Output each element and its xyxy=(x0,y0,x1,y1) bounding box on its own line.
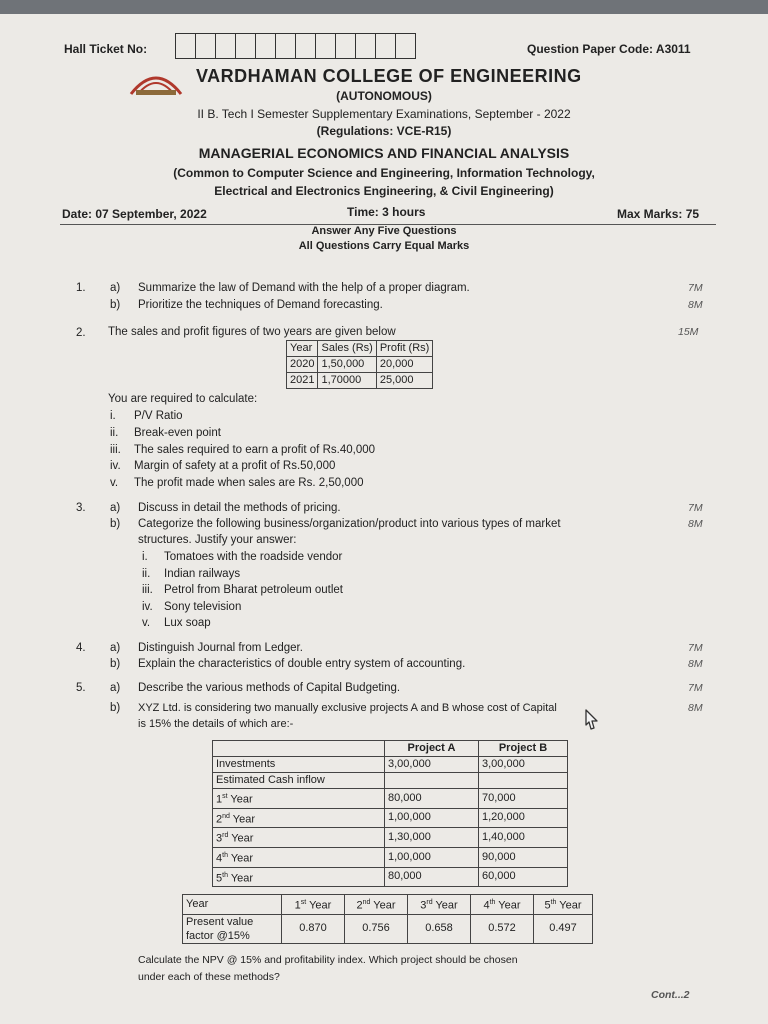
autonomous-label: (AUTONOMOUS) xyxy=(336,89,432,103)
q2-item-num: ii. xyxy=(110,427,119,439)
table-header-cell: Year xyxy=(183,895,282,915)
table-header-cell: 1st Year xyxy=(282,895,345,915)
q4-number: 4. xyxy=(76,642,86,654)
table-cell: 5th Year xyxy=(213,867,385,887)
q3-item-text: Petrol from Bharat petroleum outlet xyxy=(164,584,343,596)
q3-item-num: iv. xyxy=(142,601,153,613)
q3-item-num: ii. xyxy=(142,568,151,580)
instruction-1: Answer Any Five Questions xyxy=(311,225,457,237)
table-cell: 1,40,000 xyxy=(479,828,568,848)
table-cell: 1,50,000 xyxy=(318,357,376,373)
q1b-label: b) xyxy=(110,299,121,311)
common-to-line-2: Electrical and Electronics Engineering, & Civil Engineering) xyxy=(214,184,554,198)
table-cell: Estimated Cash inflow xyxy=(213,773,385,789)
q5b-label: b) xyxy=(110,702,121,714)
q4a-text: Distinguish Journal from Ledger. xyxy=(138,642,303,654)
q1-number: 1. xyxy=(76,282,86,294)
q2-item-num: v. xyxy=(110,477,119,489)
regulations: (Regulations: VCE-R15) xyxy=(316,124,452,138)
q3-item-text: Tomatoes with the roadside vendor xyxy=(164,551,343,563)
table-cell: 1,00,000 xyxy=(385,847,479,867)
table-row xyxy=(213,847,568,867)
q5a-text: Describe the various methods of Capital Budgeting. xyxy=(138,682,401,694)
sales-profit-table xyxy=(286,340,433,389)
table-cell: 80,000 xyxy=(385,867,479,887)
table-row xyxy=(287,373,433,389)
table-cell: 4th Year xyxy=(213,847,385,867)
q3b-text-1: Categorize the following business/organization/product into various types of market xyxy=(138,518,561,530)
table-cell: 2020 xyxy=(287,357,318,373)
table-cell: 25,000 xyxy=(376,373,433,389)
mouse-cursor-icon xyxy=(579,708,605,741)
q5-final-question-2: under each of these methods? xyxy=(138,971,280,983)
table-cell xyxy=(385,773,479,789)
table-cell: 3,00,000 xyxy=(385,757,479,773)
q3a-label: a) xyxy=(110,502,121,514)
table-header-row xyxy=(213,741,568,757)
table-row xyxy=(213,828,568,848)
table-cell: 2021 xyxy=(287,373,318,389)
max-marks: Max Marks: 75 xyxy=(617,207,700,221)
q3-item-text: Lux soap xyxy=(164,617,211,629)
table-row xyxy=(213,757,568,773)
table-header-row xyxy=(287,341,433,357)
table-header-cell: 3rd Year xyxy=(408,895,471,915)
table-cell: 3,00,000 xyxy=(479,757,568,773)
table-cell: 20,000 xyxy=(376,357,433,373)
q3-item-num: v. xyxy=(142,617,151,629)
table-header-cell: Project A xyxy=(385,741,479,757)
q4a-marks: 7M xyxy=(688,642,703,654)
q2-item-num: i. xyxy=(110,410,116,422)
q3-number: 3. xyxy=(76,502,86,514)
table-cell: 1,70000 xyxy=(318,373,376,389)
table-header-row xyxy=(183,895,593,915)
table-cell: Investments xyxy=(213,757,385,773)
q5a-label: a) xyxy=(110,682,121,694)
table-cell xyxy=(213,741,385,757)
subject-title: MANAGERIAL ECONOMICS AND FINANCIAL ANALYSIS xyxy=(198,145,570,161)
q5a-marks: 7M xyxy=(688,682,703,694)
table-row xyxy=(213,808,568,828)
q3-item-num: i. xyxy=(142,551,148,563)
table-header-cell: 2nd Year xyxy=(345,895,408,915)
table-cell: 0.497 xyxy=(534,914,593,943)
table-cell xyxy=(479,773,568,789)
table-row xyxy=(213,789,568,809)
q2-text: The sales and profit figures of two years are given below xyxy=(108,326,396,338)
q3-item-text: Sony television xyxy=(164,601,242,613)
table-cell: 0.658 xyxy=(408,914,471,943)
table-header-cell: 5th Year xyxy=(534,895,593,915)
table-cell: 3rd Year xyxy=(213,828,385,848)
table-header-cell: Project B xyxy=(479,741,568,757)
q4a-label: a) xyxy=(110,642,121,654)
table-cell: 70,000 xyxy=(479,789,568,809)
q5b-text-2: is 15% the details of which are:- xyxy=(138,718,294,730)
q2-item-text: Margin of safety at a profit of Rs.50,000 xyxy=(134,460,336,472)
q4b-marks: 8M xyxy=(688,658,703,670)
q5-final-question-1: Calculate the NPV @ 15% and profitability index. Which project should be chosen xyxy=(138,954,518,966)
q2-item-num: iv. xyxy=(110,460,121,472)
table-cell: 0.756 xyxy=(345,914,408,943)
q4b-text: Explain the characteristics of double entry system of accounting. xyxy=(138,658,466,670)
exam-title: II B. Tech I Semester Supplementary Examinations, September - 2022 xyxy=(197,107,571,121)
q1a-text: Summarize the law of Demand with the help of a proper diagram. xyxy=(138,282,470,294)
hall-ticket-boxes xyxy=(176,33,416,59)
q2-number: 2. xyxy=(76,327,86,339)
q2-item-text: The sales required to earn a profit of Rs.40,000 xyxy=(134,444,376,456)
exam-time: Time: 3 hours xyxy=(347,205,426,219)
q1a-marks: 7M xyxy=(688,282,703,294)
q3b-text-2: structures. Justify your answer: xyxy=(138,534,297,546)
table-cell: 0.572 xyxy=(471,914,534,943)
q4b-label: b) xyxy=(110,658,121,670)
present-value-factor-table xyxy=(182,894,593,944)
q2-marks: 15M xyxy=(678,326,699,338)
college-name: VARDHAMAN COLLEGE OF ENGINEERING xyxy=(196,66,582,86)
q2-item-text: The profit made when sales are Rs. 2,50,000 xyxy=(134,477,364,489)
table-cell: 60,000 xyxy=(479,867,568,887)
table-header-cell: 4th Year xyxy=(471,895,534,915)
table-cell: 80,000 xyxy=(385,789,479,809)
q3-item-num: iii. xyxy=(142,584,153,596)
q1b-text: Prioritize the techniques of Demand forecasting. xyxy=(138,299,383,311)
continued-note: Cont...2 xyxy=(651,989,690,1001)
q2-required: You are required to calculate: xyxy=(108,393,258,405)
q3-item-text: Indian railways xyxy=(164,568,241,580)
table-cell: 1,30,000 xyxy=(385,828,479,848)
q3a-text: Discuss in detail the methods of pricing. xyxy=(138,502,341,514)
common-to-line-1: (Common to Computer Science and Engineering, Information Technology, xyxy=(173,166,595,180)
table-header-cell: Sales (Rs) xyxy=(318,341,376,357)
table-header-cell: Year xyxy=(287,341,318,357)
table-cell: 0.870 xyxy=(282,914,345,943)
table-header-cell: Profit (Rs) xyxy=(376,341,433,357)
q3b-label: b) xyxy=(110,518,121,530)
project-cashflow-table xyxy=(212,740,568,887)
table-row xyxy=(213,867,568,887)
table-row xyxy=(183,914,593,943)
hall-ticket-label: Hall Ticket No: xyxy=(64,42,148,56)
instruction-2: All Questions Carry Equal Marks xyxy=(298,240,470,252)
table-cell: 1,00,000 xyxy=(385,808,479,828)
question-paper-code: Question Paper Code: A3011 xyxy=(527,42,691,56)
q2-item-text: P/V Ratio xyxy=(134,410,183,422)
q1a-label: a) xyxy=(110,282,121,294)
table-row xyxy=(287,357,433,373)
table-row xyxy=(213,773,568,789)
q2-item-num: iii. xyxy=(110,444,121,456)
table-cell: Present value factor @15% xyxy=(183,914,282,943)
q5-number: 5. xyxy=(76,682,86,694)
q5b-marks: 8M xyxy=(688,702,703,714)
table-cell: 1st Year xyxy=(213,789,385,809)
q2-item-text: Break-even point xyxy=(134,427,221,439)
q3a-marks: 7M xyxy=(688,502,703,514)
table-cell: 90,000 xyxy=(479,847,568,867)
table-cell: 2nd Year xyxy=(213,808,385,828)
exam-paper xyxy=(0,14,768,1024)
exam-date: Date: 07 September, 2022 xyxy=(62,207,207,221)
q1b-marks: 8M xyxy=(688,299,703,311)
q3b-marks: 8M xyxy=(688,518,703,530)
q5b-text-1: XYZ Ltd. is considering two manually exclusive projects A and B whose cost of Capital xyxy=(138,702,557,714)
table-cell: 1,20,000 xyxy=(479,808,568,828)
